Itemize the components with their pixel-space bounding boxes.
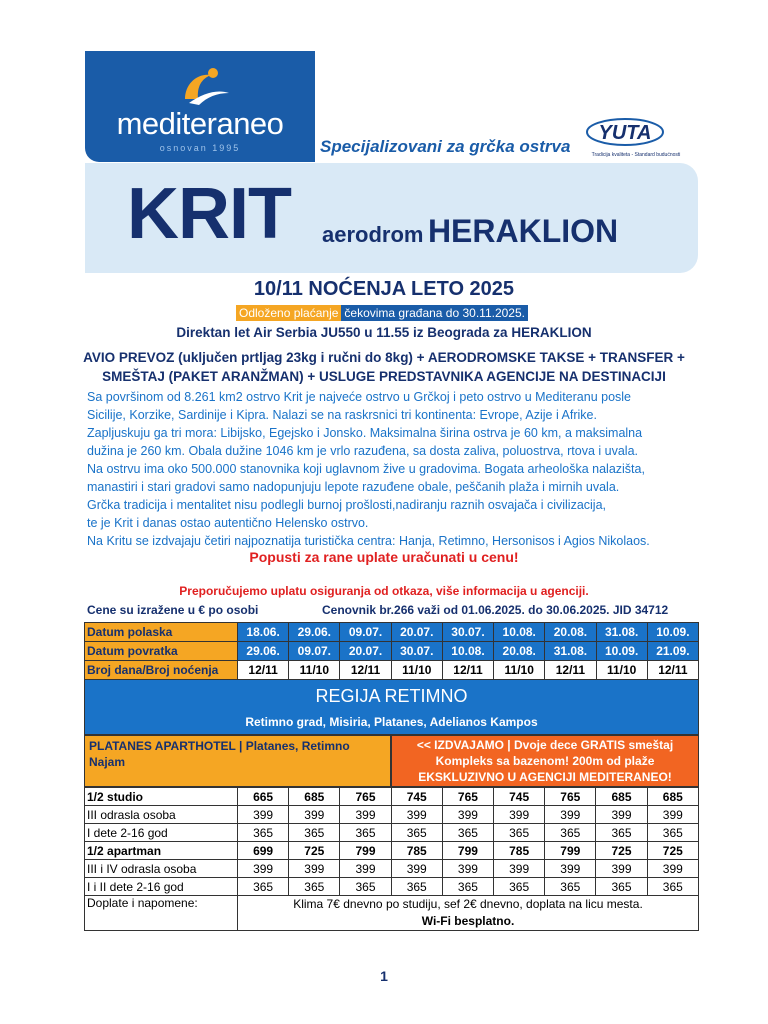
price-cell: 399 <box>391 860 442 878</box>
date-cell: 20.08. <box>494 642 545 661</box>
table-row <box>85 661 699 680</box>
table-row <box>85 642 699 661</box>
date-cell: 09.07. <box>340 623 391 642</box>
price-cell: 365 <box>545 824 596 842</box>
price-cell: 399 <box>494 860 545 878</box>
price-cell: 365 <box>340 824 391 842</box>
price-cell: 745 <box>494 788 545 806</box>
nights-cell: 12/11 <box>545 661 596 680</box>
region-title: REGIJA RETIMNO <box>315 686 468 706</box>
price-cell: 699 <box>238 842 289 860</box>
price-cell: 685 <box>289 788 340 806</box>
date-cell: 09.07. <box>289 642 340 661</box>
nights-cell: 12/11 <box>340 661 391 680</box>
airport-prefix: aerodrom <box>322 222 424 247</box>
airport-title <box>322 215 618 247</box>
table-row <box>85 842 699 860</box>
description-line: Sicilije, Korzike, Sardinije i Kipra. Nalazi se na raskrsnici tri kontinenta: Evrope, Azije i Afrike. <box>87 408 597 422</box>
description-line: Zapljuskuju ga tri mora: Libijsko, Egejsko i Jonsko. Maksimalna širina ostrva je 60 km, a maksimalna <box>87 426 643 440</box>
subtitle: 10/11 NOĆENJA LETO 2025 <box>253 278 515 300</box>
row-label: Datum polaska <box>85 623 238 642</box>
price-cell: 365 <box>596 878 647 896</box>
date-cell: 20.08. <box>545 623 596 642</box>
price-table <box>84 787 699 931</box>
row-label: I dete 2-16 god <box>85 824 238 842</box>
price-cell: 399 <box>545 806 596 824</box>
price-cell: 799 <box>545 842 596 860</box>
destination-title: KRIT <box>127 174 291 254</box>
price-cell: 365 <box>391 878 442 896</box>
date-cell: 20.07. <box>340 642 391 661</box>
price-cell: 685 <box>596 788 647 806</box>
price-cell: 765 <box>340 788 391 806</box>
description-line: Na Kritu se izdvajaju četiri najpoznatija turistička centra: Hanja, Retimno, Hersonisos i Agios Nikolaos. <box>87 534 650 548</box>
sun-wave-icon <box>85 59 315 109</box>
yuta-name: YUTA <box>598 122 652 144</box>
table-row <box>85 878 699 896</box>
row-label: I i II dete 2-16 god <box>85 878 238 896</box>
nights-cell: 11/10 <box>289 661 340 680</box>
description-line: dužina je 260 km. Obala dužine 1046 km je vrlo razuđena, sa dosta zaliva, poluostrva, rtova i uvala. <box>87 444 639 458</box>
row-label: Datum povratka <box>85 642 238 661</box>
price-cell: 365 <box>391 824 442 842</box>
notes-content <box>238 896 699 931</box>
table-row <box>85 860 699 878</box>
price-cell: 365 <box>442 878 493 896</box>
price-cell: 365 <box>647 878 698 896</box>
nights-cell: 11/10 <box>391 661 442 680</box>
price-cell: 399 <box>596 860 647 878</box>
date-cell: 18.06. <box>238 623 289 642</box>
price-cell: 765 <box>442 788 493 806</box>
price-cell: 399 <box>647 860 698 878</box>
nights-cell: 11/10 <box>494 661 545 680</box>
date-cell: 30.07. <box>391 642 442 661</box>
table-row <box>85 806 699 824</box>
row-label: 1/2 apartman <box>85 842 238 860</box>
region-places: Retimno grad, Misiria, Platanes, Adelianos Kampos <box>245 715 538 729</box>
date-cell: 10.09. <box>596 642 647 661</box>
price-cell: 399 <box>442 806 493 824</box>
row-label: III odrasla osoba <box>85 806 238 824</box>
logo-subtitle: osnovan 1995 <box>159 143 241 153</box>
date-cell: 10.08. <box>494 623 545 642</box>
pricelist-note: Cenovnik br.266 važi od 01.06.2025. do 30.06.2025. JID 34712 <box>322 603 669 617</box>
price-cell: 365 <box>494 824 545 842</box>
price-cell: 399 <box>340 806 391 824</box>
date-cell: 20.07. <box>391 623 442 642</box>
promo-line: Kompleks sa bazenom! 200m od plaže <box>435 754 655 768</box>
deferred-label: Odloženo plaćanje <box>236 305 341 321</box>
nights-cell: 11/10 <box>596 661 647 680</box>
package-includes <box>70 348 698 386</box>
price-cell: 685 <box>647 788 698 806</box>
description-line: Na ostrvu ima oko 500.000 stanovnika koji uglavnom žive u gradovima. Bogata arheološka nalazišta, <box>87 462 645 476</box>
price-cell: 399 <box>494 806 545 824</box>
deferred-detail: čekovima građana do 30.11.2025. <box>341 305 528 321</box>
destination-description <box>87 388 707 550</box>
promo-line: EKSKLUZIVNO U AGENCIJI MEDITERANEO! <box>418 770 672 784</box>
price-cell: 785 <box>494 842 545 860</box>
price-cell: 399 <box>238 860 289 878</box>
deferred-payment <box>236 305 528 321</box>
promo-box <box>391 735 699 787</box>
date-cell: 30.07. <box>442 623 493 642</box>
price-cell: 799 <box>340 842 391 860</box>
region-header <box>84 679 699 735</box>
price-cell: 365 <box>340 878 391 896</box>
hotel-name: PLATANES APARTHOTEL | Platanes, Retimno <box>89 739 350 753</box>
price-cell: 725 <box>596 842 647 860</box>
table-row <box>85 824 699 842</box>
price-cell: 399 <box>340 860 391 878</box>
table-row <box>85 788 699 806</box>
price-cell: 399 <box>442 860 493 878</box>
row-label: III i IV odrasla osoba <box>85 860 238 878</box>
date-cell: 29.06. <box>238 642 289 661</box>
price-cell: 399 <box>238 806 289 824</box>
price-cell: 765 <box>545 788 596 806</box>
notes-label: Doplate i napomene: <box>85 896 238 931</box>
price-cell: 365 <box>647 824 698 842</box>
early-booking-note: Popusti za rane uplate uračunati u cenu! <box>249 549 519 565</box>
price-cell: 725 <box>289 842 340 860</box>
notes-row <box>85 896 699 931</box>
logo-name: mediteraneo <box>116 106 284 141</box>
row-label: 1/2 studio <box>85 788 238 806</box>
price-cell: 799 <box>442 842 493 860</box>
price-cell: 365 <box>238 824 289 842</box>
price-cell: 785 <box>391 842 442 860</box>
nights-cell: 12/11 <box>442 661 493 680</box>
yuta-subtitle: Tradicija kvaliteta - Standard budućnosti <box>591 152 681 158</box>
dates-table <box>84 622 699 680</box>
nights-cell: 12/11 <box>647 661 698 680</box>
insurance-note: Preporučujemo uplatu osiguranja od otkaza, više informacija u agenciji. <box>179 584 589 598</box>
price-cell: 399 <box>289 806 340 824</box>
mediteraneo-logo <box>85 51 315 162</box>
price-cell: 399 <box>391 806 442 824</box>
price-cell: 365 <box>596 824 647 842</box>
price-cell: 365 <box>545 878 596 896</box>
package-line: AVIO PREVOZ (uključen prtljag 23kg i ručni do 8kg) + AERODROMSKE TAKSE + TRANSFER + <box>83 350 685 365</box>
page-number: 1 <box>380 968 388 984</box>
date-cell: 31.08. <box>545 642 596 661</box>
table-row <box>85 623 699 642</box>
price-cell: 725 <box>647 842 698 860</box>
package-line: SMEŠTAJ (PAKET ARANŽMAN) + USLUGE PREDSTAVNIKA AGENCIJE NA DESTINACIJI <box>102 369 666 384</box>
nights-cell: 12/11 <box>238 661 289 680</box>
price-cell: 365 <box>442 824 493 842</box>
price-cell: 365 <box>289 878 340 896</box>
price-cell: 365 <box>494 878 545 896</box>
hotel-type: Najam <box>89 755 126 769</box>
row-label: Broj dana/Broj noćenja <box>85 661 238 680</box>
price-cell: 399 <box>596 806 647 824</box>
description-line: Grčka tradicija i mentalitet nisu podlegli burnoj prošlosti,nadiranju raznih osvajača i civilizacija, <box>87 498 606 512</box>
notes-line: Klima 7€ dnevno po studiju, sef 2€ dnevno, doplata na licu mesta. <box>293 897 643 911</box>
notes-line: Wi-Fi besplatno. <box>421 914 515 928</box>
description-line: Sa površinom od 8.261 km2 ostrvo Krit je najveće ostrvo u Grčkoj i peto ostrvo u Mediteranu posle <box>87 390 632 404</box>
date-cell: 21.09. <box>647 642 698 661</box>
price-cell: 745 <box>391 788 442 806</box>
airport-city: HERAKLION <box>427 213 619 249</box>
price-cell: 365 <box>289 824 340 842</box>
price-cell: 665 <box>238 788 289 806</box>
flight-info: Direktan let Air Serbia JU550 u 11.55 iz Beograda za HERAKLION <box>176 325 592 340</box>
tagline: Specijalizovani za grčka ostrva <box>320 137 571 156</box>
date-cell: 10.08. <box>442 642 493 661</box>
price-cell: 365 <box>238 878 289 896</box>
yuta-logo <box>580 112 690 160</box>
currency-note: Cene su izražene u € po osobi <box>87 603 259 617</box>
promo-line: << IZDVAJAMO | Dvoje dece GRATIS smeštaj <box>416 738 674 752</box>
date-cell: 10.09. <box>647 623 698 642</box>
date-cell: 31.08. <box>596 623 647 642</box>
description-line: manastiri i stari gradovi samo nadopunjuju lepote razuđene obale, peščanih plaža i mirnih uvala. <box>87 480 620 494</box>
description-line: te je Krit i danas ostao autentično Helensko ostrvo. <box>87 516 369 530</box>
price-cell: 399 <box>647 806 698 824</box>
price-cell: 399 <box>289 860 340 878</box>
price-cell: 399 <box>545 860 596 878</box>
hotel-info <box>84 735 391 787</box>
date-cell: 29.06. <box>289 623 340 642</box>
